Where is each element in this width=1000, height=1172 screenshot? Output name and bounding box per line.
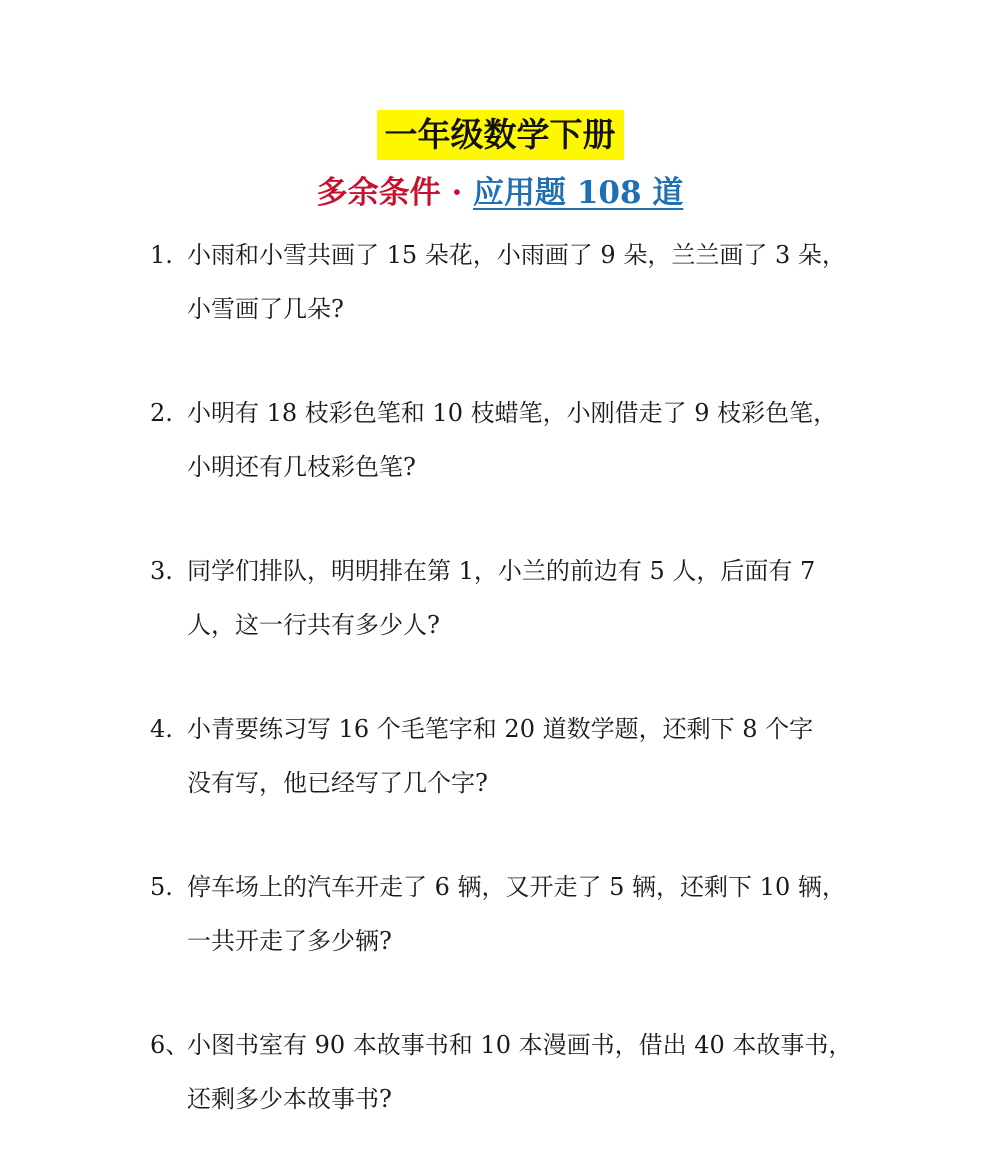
subtitle-topic: 多余条件 — [316, 175, 441, 211]
title-container — [0, 110, 1000, 160]
question-line-2: 没有写，他已经写了几个字? — [187, 769, 488, 797]
question-number: 1. — [150, 241, 173, 269]
question-list — [150, 228, 870, 1126]
question-text: 同学们排队，明明排在第 1，小兰的前边有 5 人，后面有 7 — [187, 557, 816, 585]
question-line-2: 小明还有几枝彩色笔? — [187, 453, 416, 481]
subtitle-separator: · — [451, 175, 463, 211]
question-line-2: 小雪画了几朵? — [187, 295, 344, 323]
question-line-2: 一共开走了多少辆? — [187, 927, 392, 955]
subtitle — [0, 170, 1000, 216]
question-line-1 — [150, 1018, 870, 1072]
subtitle-count-link: 应用题 108 道 — [473, 175, 684, 211]
question-number: 6、 — [150, 1031, 190, 1059]
question-number: 3. — [150, 557, 173, 585]
question-line-1 — [150, 228, 870, 282]
question-line-1 — [150, 860, 870, 914]
question-number: 5. — [150, 873, 173, 901]
question-item — [150, 228, 870, 336]
question-line-2: 还剩多少本故事书? — [187, 1085, 392, 1113]
question-text: 小雨和小雪共画了 15 朵花，小雨画了 9 朵，兰兰画了 3 朵， — [187, 241, 846, 269]
question-item — [150, 702, 870, 810]
question-item — [150, 386, 870, 494]
question-text: 小青要练习写 16 个毛笔字和 20 道数学题，还剩下 8 个字 — [187, 715, 814, 743]
question-item — [150, 544, 870, 652]
question-text: 小明有 18 枝彩色笔和 10 枝蜡笔，小刚借走了 9 枝彩色笔， — [187, 399, 838, 427]
question-text: 小图书室有 90 本故事书和 10 本漫画书，借出 40 本故事书， — [187, 1031, 853, 1059]
question-text: 停车场上的汽车开走了 6 辆，又开走了 5 辆，还剩下 10 辆， — [187, 873, 846, 901]
page-title: 一年级数学下册 — [377, 110, 624, 160]
question-number: 2. — [150, 399, 173, 427]
question-item — [150, 1018, 870, 1126]
question-line-1 — [150, 386, 870, 440]
question-number: 4. — [150, 715, 173, 743]
question-line-1 — [150, 544, 870, 598]
question-line-1 — [150, 702, 870, 756]
question-item — [150, 860, 870, 968]
question-line-2: 人，这一行共有多少人? — [187, 611, 440, 639]
